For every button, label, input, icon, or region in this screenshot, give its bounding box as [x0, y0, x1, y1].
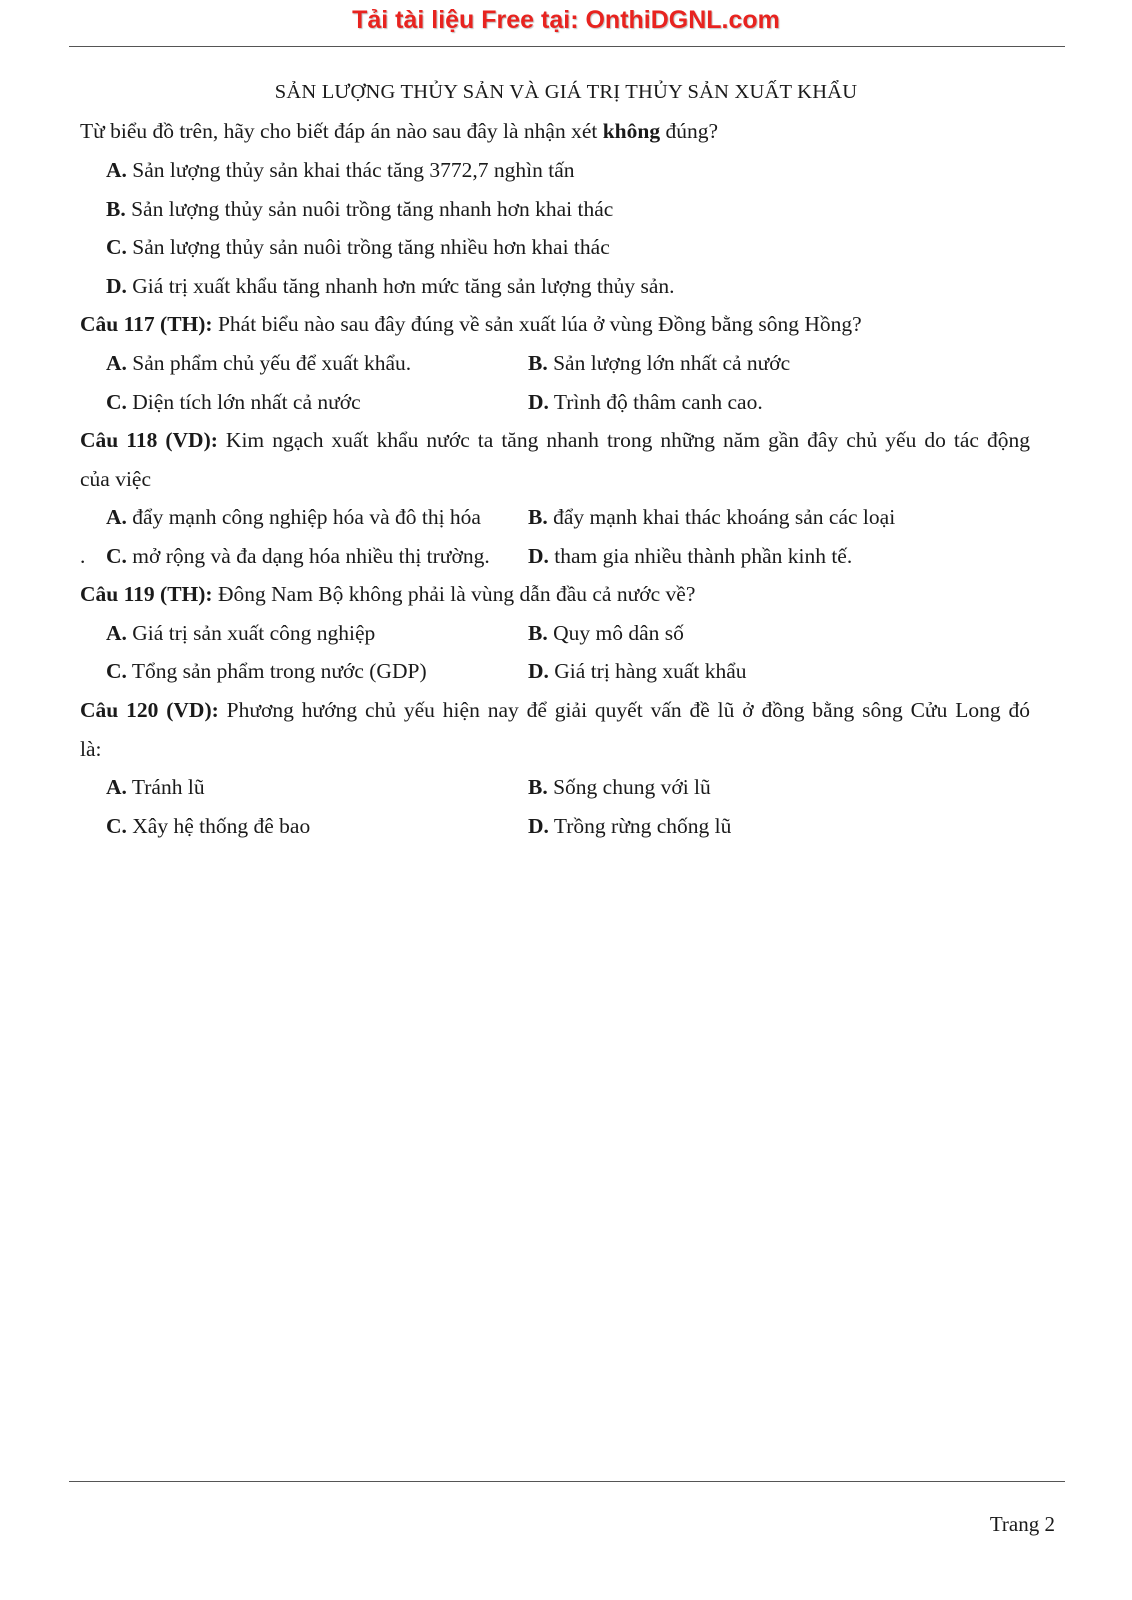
q116-option-b: B. Sản lượng thủy sản nuôi trồng tăng nhanh hơn khai thác [106, 197, 614, 221]
q117-option-d: D. Trình độ thâm canh cao. [528, 390, 763, 414]
q117-option-b: B. Sản lượng lớn nhất cả nước [528, 351, 791, 375]
q120-option-c: C. Xây hệ thống đê bao [106, 814, 311, 838]
q120-stem-cont: là: [80, 737, 102, 761]
chart-title: SẢN LƯỢNG THỦY SẢN VÀ GIÁ TRỊ THỦY SẢN XUẤT KHẨU [274, 81, 858, 103]
q120-option-a: A. Tránh lũ [106, 775, 205, 799]
q118-option-a: A. đẩy mạnh công nghiệp hóa và đô thị hóa [106, 505, 481, 529]
q119-option-a: A. Giá trị sản xuất công nghiệp [106, 621, 376, 645]
header-download-link[interactable]: Tải tài liệu Free tại: OnthiDGNL.com [352, 6, 780, 34]
q119-option-c: C. Tổng sản phẩm trong nước (GDP) [106, 659, 427, 683]
q118-option-b: B. đẩy mạnh khai thác khoáng sản các loại [528, 505, 896, 529]
q118-stray-dot: . [80, 544, 86, 568]
header-divider [69, 46, 1065, 47]
q118-stem-cont: của việc [80, 467, 152, 491]
q117-option-a: A. Sản phẩm chủ yếu để xuất khẩu. [106, 351, 412, 375]
q116-option-a: A. Sản lượng thủy sản khai thác tăng 3772,7 nghìn tấn [106, 158, 575, 182]
q120-stem: Câu 120 (VD): Phương hướng chủ yếu hiện nay để giải quyết vấn đề lũ ở đồng bằng sông Cửu Long đó [80, 698, 1030, 722]
q116-stem: Từ biểu đồ trên, hãy cho biết đáp án nào sau đây là nhận xét không đúng? [80, 119, 719, 143]
q117-option-c: C. Diện tích lớn nhất cả nước [106, 390, 361, 414]
q118-option-d: D. tham gia nhiều thành phần kinh tế. [528, 544, 853, 568]
q116-option-c: C. Sản lượng thủy sản nuôi trồng tăng nhiều hơn khai thác [106, 235, 610, 259]
q120-option-d: D. Trồng rừng chống lũ [528, 814, 732, 838]
q118-stem: Câu 118 (VD): Kim ngạch xuất khẩu nước ta tăng nhanh trong những năm gần đây chủ yếu do tác động [80, 428, 1030, 452]
q119-stem: Câu 119 (TH): Đông Nam Bộ không phải là vùng dẫn đầu cả nước về? [80, 582, 696, 606]
q119-option-b: B. Quy mô dân số [528, 621, 684, 645]
q118-option-c: C. mở rộng và đa dạng hóa nhiều thị trường. [106, 544, 490, 568]
q117-stem: Câu 117 (TH): Phát biểu nào sau đây đúng về sản xuất lúa ở vùng Đồng bằng sông Hồng? [80, 312, 862, 336]
q116-option-d: D. Giá trị xuất khẩu tăng nhanh hơn mức tăng sản lượng thủy sản. [106, 274, 675, 298]
page-number: Trang 2 [989, 1512, 1055, 1536]
footer-divider [69, 1481, 1065, 1482]
q119-option-d: D. Giá trị hàng xuất khẩu [528, 659, 747, 683]
q120-option-b: B. Sống chung với lũ [528, 775, 711, 799]
